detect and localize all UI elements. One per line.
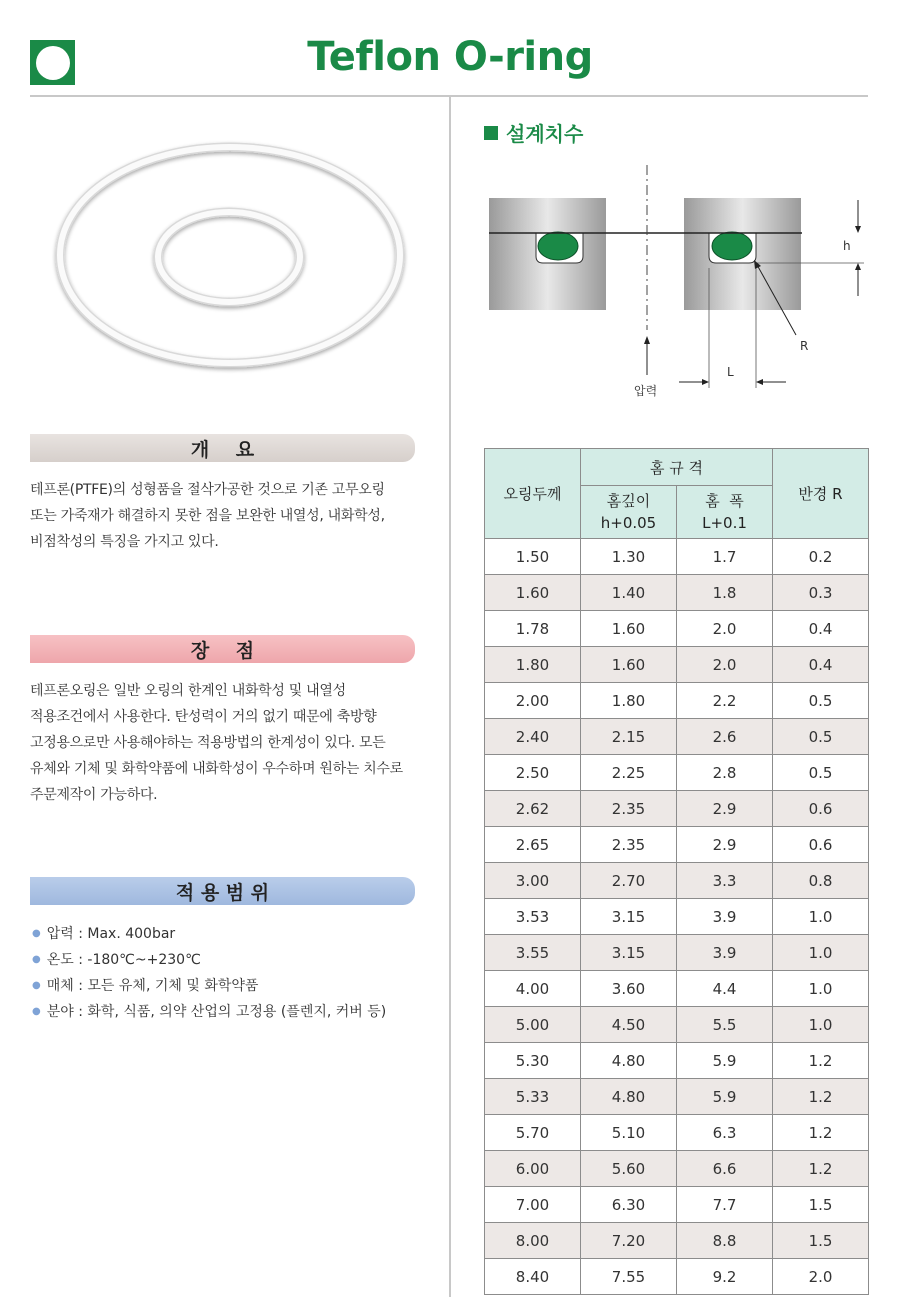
- table-cell: 1.2: [773, 1043, 869, 1079]
- table-cell: 1.80: [581, 683, 677, 719]
- table-cell: 1.0: [773, 971, 869, 1007]
- table-cell: 1.8: [677, 575, 773, 611]
- o-ring-illustration: [40, 130, 420, 380]
- table-cell: 1.5: [773, 1223, 869, 1259]
- table-cell: 1.2: [773, 1115, 869, 1151]
- table-cell: 4.00: [485, 971, 581, 1007]
- table-cell: 2.0: [773, 1259, 869, 1295]
- table-row: [485, 935, 869, 971]
- table-cell: 2.50: [485, 755, 581, 791]
- table-cell: 0.5: [773, 719, 869, 755]
- table-row: [485, 755, 869, 791]
- table-cell: 2.62: [485, 791, 581, 827]
- table-row: [485, 863, 869, 899]
- table-cell: 1.60: [485, 575, 581, 611]
- list-item: ● 온도 : -180℃~+230℃: [32, 952, 201, 968]
- table-row: [485, 1043, 869, 1079]
- table-cell: 0.6: [773, 791, 869, 827]
- h-dimension-label: h: [843, 239, 851, 253]
- table-row: [485, 1079, 869, 1115]
- table-cell: 2.00: [485, 683, 581, 719]
- table-cell: 5.00: [485, 1007, 581, 1043]
- table-cell: 8.40: [485, 1259, 581, 1295]
- table-cell: 0.4: [773, 611, 869, 647]
- table-cell: 4.80: [581, 1079, 677, 1115]
- table-cell: 2.15: [581, 719, 677, 755]
- table-cell: 4.80: [581, 1043, 677, 1079]
- table-row: [485, 647, 869, 683]
- table-cell: 1.50: [485, 539, 581, 575]
- list-item: ● 분야 : 화학, 식품, 의약 산업의 고정용 (플렌지, 커버 등): [32, 1004, 387, 1020]
- table-cell: 7.55: [581, 1259, 677, 1295]
- page-title: Teflon O-ring: [307, 34, 593, 80]
- table-cell: 0.8: [773, 863, 869, 899]
- table-cell: 3.9: [677, 899, 773, 935]
- table-cell: 6.30: [581, 1187, 677, 1223]
- table-cell: 8.00: [485, 1223, 581, 1259]
- table-row: [485, 539, 869, 575]
- table-row: [485, 1115, 869, 1151]
- table-cell: 2.2: [677, 683, 773, 719]
- table-cell: 3.3: [677, 863, 773, 899]
- table-cell: 3.00: [485, 863, 581, 899]
- table-row: [485, 899, 869, 935]
- r-dimension-label: R: [800, 339, 809, 353]
- table-cell: 1.60: [581, 611, 677, 647]
- table-row: [485, 1151, 869, 1187]
- table-cell: 7.7: [677, 1187, 773, 1223]
- table-cell: 0.5: [773, 683, 869, 719]
- application-list: [32, 921, 386, 1025]
- table-row: [485, 827, 869, 863]
- table-cell: 1.30: [581, 539, 677, 575]
- table-cell: 7.00: [485, 1187, 581, 1223]
- table-cell: 1.0: [773, 935, 869, 971]
- list-item: ● 매체 : 모든 유체, 기체 및 화학약품: [32, 978, 259, 994]
- table-cell: 3.15: [581, 899, 677, 935]
- table-cell: 3.55: [485, 935, 581, 971]
- table-cell: 5.9: [677, 1079, 773, 1115]
- header-depth: 홈깊이 h+0.05: [581, 486, 677, 539]
- overview-heading: 개 요: [30, 434, 415, 462]
- table-cell: 2.35: [581, 827, 677, 863]
- table-cell: 1.5: [773, 1187, 869, 1223]
- table-cell: 9.2: [677, 1259, 773, 1295]
- table-row: [485, 1223, 869, 1259]
- table-row: [485, 971, 869, 1007]
- table-cell: 2.6: [677, 719, 773, 755]
- header-groove-spec: 홈 규 격: [581, 449, 773, 486]
- table-cell: 2.8: [677, 755, 773, 791]
- table-cell: 2.70: [581, 863, 677, 899]
- table-cell: 7.20: [581, 1223, 677, 1259]
- table-cell: 1.0: [773, 1007, 869, 1043]
- spec-table: [484, 448, 869, 1295]
- list-item: ● 압력 : Max. 400bar: [32, 926, 176, 942]
- table-cell: 5.10: [581, 1115, 677, 1151]
- table-cell: 1.2: [773, 1079, 869, 1115]
- table-cell: 1.0: [773, 899, 869, 935]
- table-cell: 8.8: [677, 1223, 773, 1259]
- table-row: [485, 791, 869, 827]
- table-cell: 4.4: [677, 971, 773, 1007]
- table-cell: 5.70: [485, 1115, 581, 1151]
- table-cell: 2.25: [581, 755, 677, 791]
- table-cell: 5.30: [485, 1043, 581, 1079]
- table-cell: 5.33: [485, 1079, 581, 1115]
- merits-text: 테프론오링은 일반 오링의 한계인 내화학성 및 내열성 적용조건에서 사용한다. 탄성력이 거의 없기 때문에 축방향 고정용으로만 사용해야하는 적용방법의 한계성이 있다. 모든 유체와 기체 및 화학약품에 내화학성이 우수하며 원하는 치수로 주문제작이 가능하다.: [30, 683, 403, 803]
- header-radius: 반경 R: [773, 449, 869, 539]
- table-cell: 2.9: [677, 791, 773, 827]
- table-cell: 2.0: [677, 647, 773, 683]
- table-cell: 6.00: [485, 1151, 581, 1187]
- merits-heading: 장 점: [30, 635, 415, 663]
- table-row: [485, 1007, 869, 1043]
- table-row: [485, 575, 869, 611]
- table-row: [485, 1187, 869, 1223]
- table-cell: 1.78: [485, 611, 581, 647]
- header-width: 홈 폭 L+0.1: [677, 486, 773, 539]
- square-bullet-icon: [484, 126, 498, 140]
- table-cell: 5.5: [677, 1007, 773, 1043]
- table-cell: 0.4: [773, 647, 869, 683]
- table-cell: 2.35: [581, 791, 677, 827]
- application-heading: 적 용 범 위: [30, 877, 415, 905]
- table-cell: 6.6: [677, 1151, 773, 1187]
- l-dimension-label: L: [727, 365, 734, 379]
- table-cell: 5.60: [581, 1151, 677, 1187]
- groove-diagram: [484, 160, 874, 405]
- column-divider: [449, 97, 451, 1297]
- table-cell: 1.7: [677, 539, 773, 575]
- table-cell: 0.5: [773, 755, 869, 791]
- overview-text: 테프론(PTFE)의 성형품을 절삭가공한 것으로 기존 고무오링 또는 가죽재가 해결하지 못한 점을 보완한 내열성, 내화학성, 비점착성의 특징을 가지고 있다.: [30, 482, 385, 550]
- table-row: [485, 719, 869, 755]
- table-cell: 1.60: [581, 647, 677, 683]
- table-cell: 5.9: [677, 1043, 773, 1079]
- table-row: [485, 1259, 869, 1295]
- table-cell: 2.65: [485, 827, 581, 863]
- table-cell: 3.9: [677, 935, 773, 971]
- table-row: [485, 611, 869, 647]
- table-cell: 3.15: [581, 935, 677, 971]
- design-heading: 설계치수: [484, 118, 583, 147]
- table-cell: 0.6: [773, 827, 869, 863]
- table-cell: 1.80: [485, 647, 581, 683]
- table-cell: 3.60: [581, 971, 677, 1007]
- table-cell: 3.53: [485, 899, 581, 935]
- table-cell: 2.9: [677, 827, 773, 863]
- table-cell: 1.40: [581, 575, 677, 611]
- table-cell: 2.0: [677, 611, 773, 647]
- table-cell: 0.3: [773, 575, 869, 611]
- table-cell: 0.2: [773, 539, 869, 575]
- header-thickness: 오링두께: [485, 449, 581, 539]
- table-row: [485, 683, 869, 719]
- table-cell: 2.40: [485, 719, 581, 755]
- table-cell: 4.50: [581, 1007, 677, 1043]
- table-cell: 6.3: [677, 1115, 773, 1151]
- pressure-label: 압력: [634, 384, 658, 398]
- table-cell: 1.2: [773, 1151, 869, 1187]
